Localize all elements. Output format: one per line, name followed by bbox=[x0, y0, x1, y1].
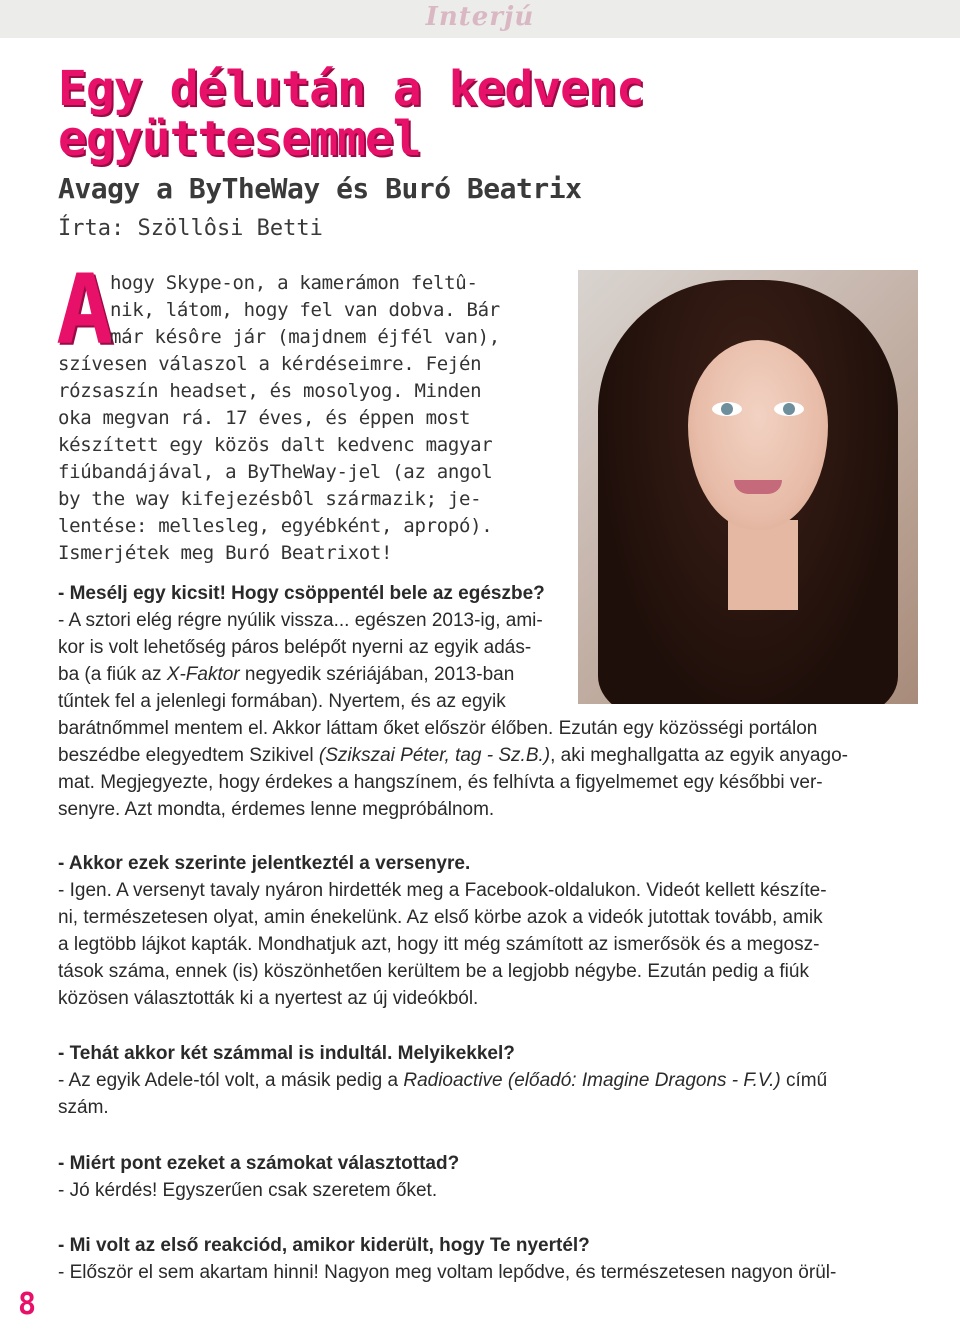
answer-line: - Először el sem akartam hinni! Nagyon meg voltam lepődve, és természetesen nagyon örül- bbox=[58, 1262, 837, 1283]
show-name-italic: X-Faktor bbox=[166, 664, 240, 685]
article-subtitle: Avagy a ByTheWay és Buró Beatrix bbox=[58, 172, 582, 205]
lead-line: by the way kifejezésbôl származik; je- bbox=[58, 488, 482, 510]
lead-line: készített egy közös dalt kedvenc magyar bbox=[58, 434, 493, 456]
answer-line: kor is volt lehetőség páros belépőt nyerni az egyik adás- bbox=[58, 637, 532, 658]
answer-line: senyre. Azt mondta, érdemes lenne megpróbálnom. bbox=[58, 799, 495, 820]
answer-line: a legtöbb lájkot kapták. Mondhatjuk azt, hogy itt még számított az ismerősök és a megosz- bbox=[58, 934, 820, 955]
answer-line: tások száma, ennek (is) köszönhetően kerültem be a legjobb négybe. Ezután pedig a fiúk bbox=[58, 961, 809, 982]
answer-line: ba (a fiúk az X-Faktor negyedik szériájában, 2013-ban bbox=[58, 664, 515, 685]
song-title-italic: Radioactive (előadó: Imagine Dragons - F.V.) bbox=[403, 1070, 781, 1091]
question-text: - Mi volt az első reakciód, amikor kiderült, hogy Te nyertél? bbox=[58, 1235, 590, 1256]
answer-line: közösen választották ki a nyertest az új videókból. bbox=[58, 988, 479, 1009]
photo-eye-right bbox=[774, 402, 804, 416]
page-number: 8 bbox=[18, 1287, 37, 1322]
interview-block-2 bbox=[58, 850, 898, 1012]
answer-line: beszédbe elegyedtem Szikivel (Szikszai Péter, tag - Sz.B.), aki meghallgatta az egyik anyago- bbox=[58, 745, 848, 766]
lead-line: fiúbandájával, a ByTheWay-jel (az angol bbox=[58, 461, 493, 483]
answer-line: ni, természetesen olyat, amin énekelünk. Az első körbe azok a videók jutottak tovább, amik bbox=[58, 907, 823, 928]
drop-cap: A bbox=[56, 254, 114, 366]
section-label: Interjú bbox=[425, 2, 535, 32]
answer-line: tűntek fel a jelenlegi formában). Nyertem, és az egyik bbox=[58, 691, 506, 712]
answer-line: - Jó kérdés! Egyszerűen csak szeretem őket. bbox=[58, 1180, 438, 1201]
editor-note-italic: (Szikszai Péter, tag - Sz.B.) bbox=[318, 745, 551, 766]
lead-line: szívesen válaszol a kérdéseimre. Fején bbox=[58, 353, 482, 375]
lead-paragraph bbox=[58, 270, 578, 567]
photo-mouth bbox=[734, 480, 782, 494]
lead-line: már késôre jár (majdnem éjfél van), bbox=[110, 326, 500, 348]
question-text: - Mesélj egy kicsit! Hogy csöppentél bele az egészbe? bbox=[58, 583, 545, 604]
lead-line: rózsaszín headset, és mosolyog. Minden bbox=[58, 380, 482, 402]
lead-line: Ismerjétek meg Buró Beatrixot! bbox=[58, 542, 393, 564]
article-title: Egy délután a kedvenc együttesemmel bbox=[58, 61, 644, 167]
lead-line: oka megvan rá. 17 éves, és éppen most bbox=[58, 407, 471, 429]
interview-block-5 bbox=[58, 1232, 898, 1286]
author-byline: Írta: Szöllôsi Betti bbox=[58, 216, 323, 241]
interview-block-3 bbox=[58, 1040, 898, 1121]
answer-line: mat. Megjegyezte, hogy érdekes a hangszínem, és felhívta a figyelmemet egy későbbi ver- bbox=[58, 772, 823, 793]
interview-block-4 bbox=[58, 1150, 898, 1204]
photo-eye-left bbox=[712, 402, 742, 416]
lead-line: hogy Skype-on, a kamerámon feltû- bbox=[110, 272, 478, 294]
answer-line: - Igen. A versenyt tavaly nyáron hirdették meg a Facebook-oldalukon. Videót kellett készíte- bbox=[58, 880, 827, 901]
question-text: - Akkor ezek szerinte jelentkeztél a versenyre. bbox=[58, 853, 471, 874]
question-text: - Tehát akkor két számmal is indultál. Melyikekkel? bbox=[58, 1043, 515, 1064]
interview-block-1 bbox=[58, 580, 898, 823]
answer-line: barátnőmmel mentem el. Akkor láttam őket először élőben. Ezután egy közösségi portálon bbox=[58, 718, 818, 739]
answer-line: - Az egyik Adele-tól volt, a másik pedig a Radioactive (előadó: Imagine Dragons - F.V.) című bbox=[58, 1070, 828, 1091]
lead-line: lentése: mellesleg, egyébként, apropó). bbox=[58, 515, 493, 537]
answer-line: - A sztori elég régre nyúlik vissza... egészen 2013-ig, ami- bbox=[58, 610, 543, 631]
lead-line: nik, látom, hogy fel van dobva. Bár bbox=[110, 299, 500, 321]
question-text: - Miért pont ezeket a számokat választottad? bbox=[58, 1153, 460, 1174]
answer-line: szám. bbox=[58, 1097, 109, 1118]
